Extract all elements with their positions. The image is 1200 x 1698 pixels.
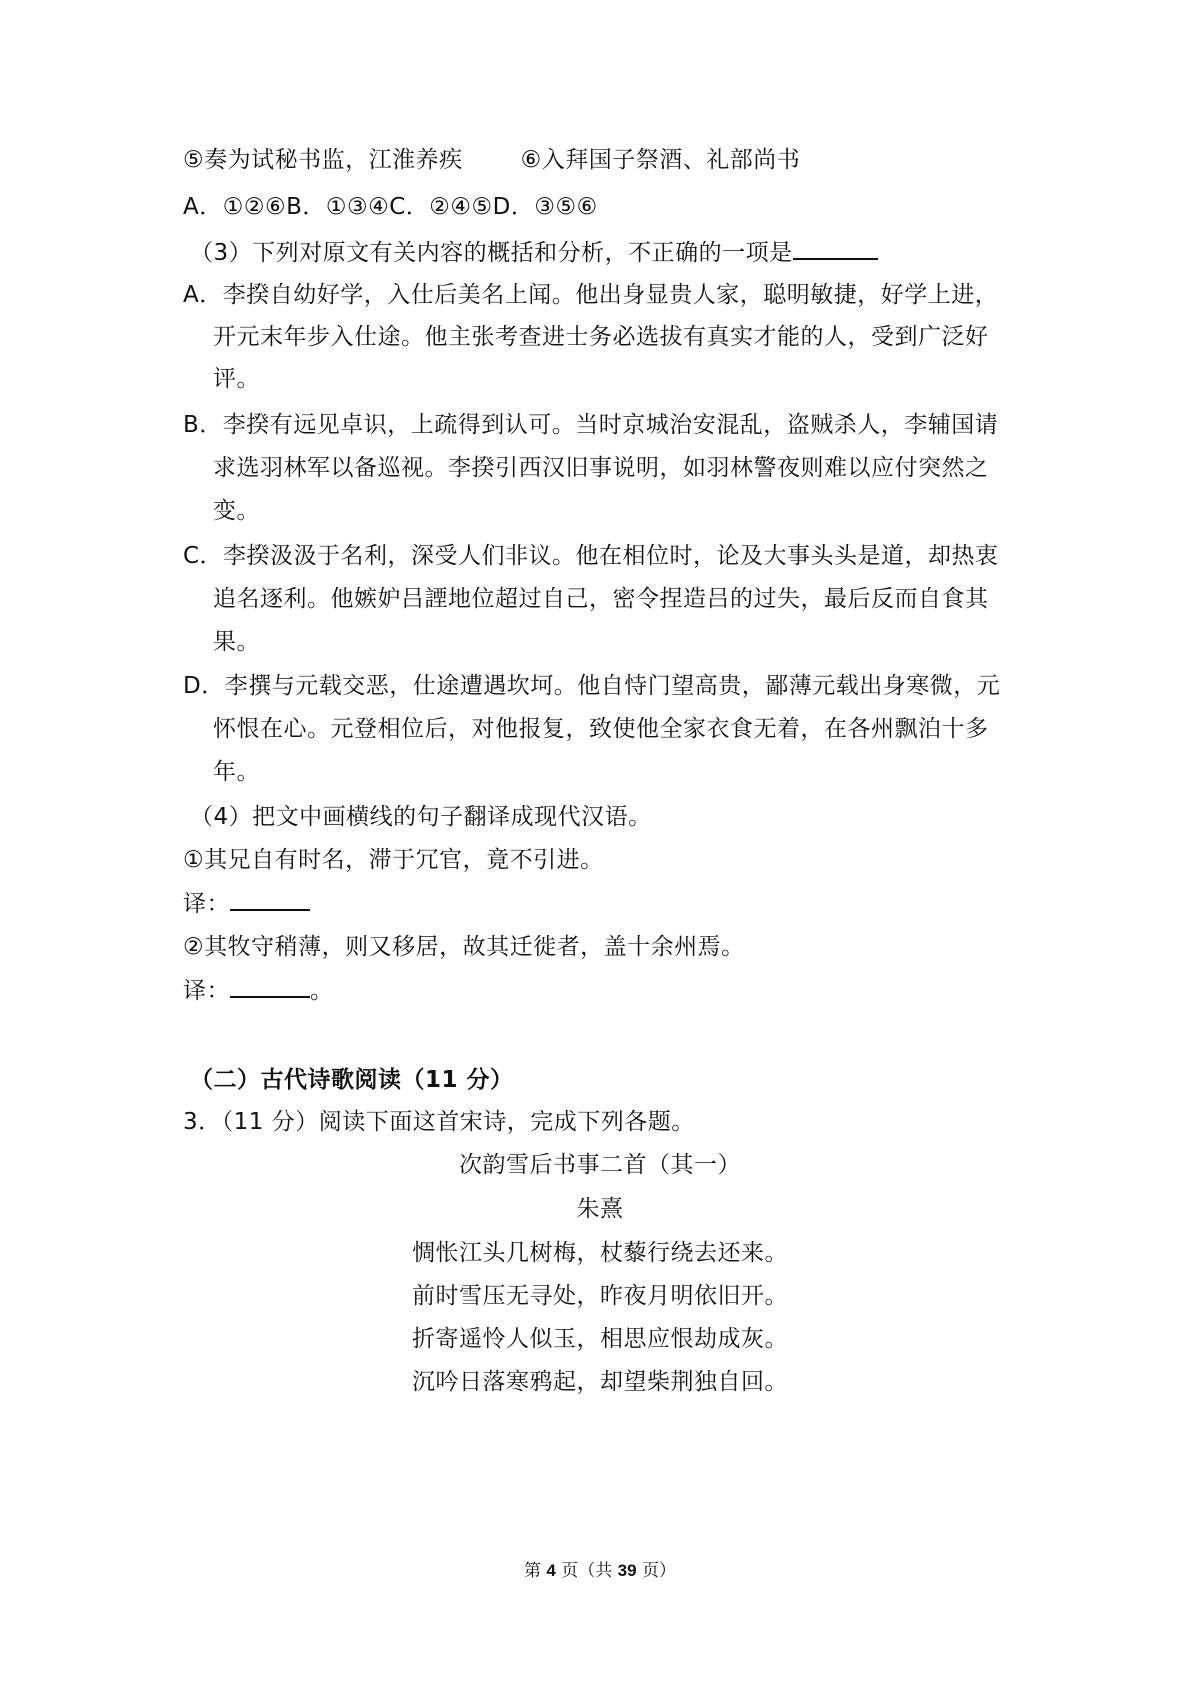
option-a-line-2: 开元末年步入仕途。他主张考查进士务必选拔有真实才能的人，受到广泛好 [213, 324, 989, 350]
question-3-stem: （3）下列对原文有关内容的概括和分析，不正确的一项是 [190, 238, 878, 268]
option-c-line-3: 果。 [213, 629, 260, 655]
option-b-line-2: 求选羽林军以备巡视。李揆引西汉旧事说明，如羽林警夜则难以应付突然之 [213, 455, 989, 481]
answer-blank[interactable] [793, 240, 878, 260]
translation-1: 译： [183, 889, 310, 919]
options-line [183, 145, 800, 175]
sentence-2: ②其牧守稍薄，则又移居，故其迁徙者，盖十余州焉。 [183, 934, 745, 960]
poem-title: 次韵雪后书事二首（其一） [459, 1152, 741, 1178]
poem-author: 朱熹 [576, 1196, 624, 1222]
option-d-line-2: 怀恨在心。元登相位后，对他报复，致使他全家衣食无着，在各州飘泊十多 [213, 716, 989, 742]
option-c-line-1: C．李揆汲汲于名利，深受人们非议。他在相位时，论及大事头头是道，却热衷 [183, 543, 999, 569]
translation-2: 译： 。 [183, 978, 334, 1004]
poem-line: 折寄遥怜人似玉，相思应恨劫成灰。 [412, 1326, 788, 1352]
answer-choices: A．①②⑥B．①③④C．②④⑤D．③⑤⑥ [183, 194, 598, 220]
section-heading: （二）古代诗歌阅读（11 分） [190, 1067, 514, 1093]
option-b-line-3: 变。 [213, 498, 260, 524]
option-a-line-3: 评。 [213, 366, 260, 392]
page-number: 4 [546, 1561, 556, 1580]
option-d-line-1: D．李撰与元载交恶，仕途遭遇坎坷。他自恃门望高贵，鄙薄元载出身寒微，元 [183, 673, 1001, 699]
page-footer: 第 4 页（共 39 页） [523, 1561, 676, 1581]
option-c-line-2: 追名逐利。他嫉妒吕諲地位超过自己，密令捏造吕的过失，最后反而自食其 [213, 586, 989, 612]
question-3-intro: 3．（11 分）阅读下面这首宋诗，完成下列各题。 [183, 1109, 695, 1135]
question-4-stem: （4）把文中画横线的句子翻译成现代汉语。 [190, 804, 652, 830]
page-total: 39 [617, 1561, 637, 1580]
poem-line: 惆怅江头几树梅，杖藜行绕去还来。 [412, 1240, 788, 1266]
option-6: ⑥入拜国子祭酒、礼部尚书 [520, 147, 801, 173]
translation-1-blank[interactable] [230, 891, 310, 911]
poem-line: 前时雪压无寻处，昨夜月明依旧开。 [412, 1283, 788, 1309]
translation-2-blank[interactable] [230, 978, 310, 998]
poem-line: 沉吟日落寒鸦起，却望柴荆独自回。 [412, 1369, 788, 1395]
option-a-line-1: A．李揆自幼好学，入仕后美名上闻。他出身显贵人家，聪明敏捷，好学上进， [183, 282, 999, 308]
option-5: ⑤奏为试秘书监，江淮养疾 [183, 147, 463, 173]
sentence-1: ①其兄自有时名，滞于冗官，竟不引进。 [183, 847, 604, 873]
option-d-line-3: 年。 [213, 759, 260, 785]
option-b-line-1: B．李揆有远见卓识，上疏得到认可。当时京城治安混乱，盗贼杀人，李辅国请 [183, 412, 999, 438]
